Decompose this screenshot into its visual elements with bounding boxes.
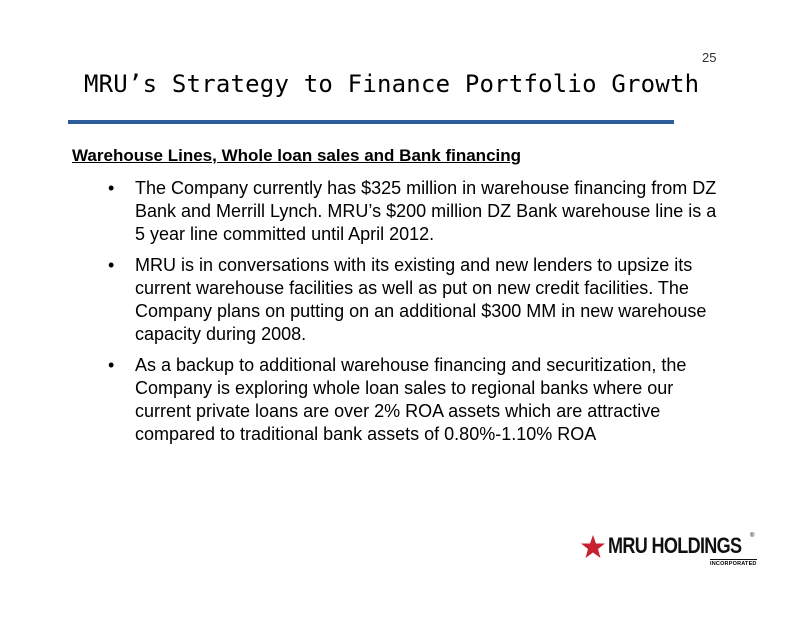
logo-subtitle: INCORPORATED	[710, 561, 757, 567]
bullet-text: MRU is in conversations with its existing and new lenders to upsize its current warehouse facilities as well as put on new credit facilities. The Company plans on putting on an additional $300 MM in new warehouse capacity during 2008.	[135, 255, 707, 344]
bullet-item	[108, 254, 718, 346]
bullet-icon: •	[108, 355, 115, 375]
bullet-text: As a backup to additional warehouse financing and securitization, the Company is exploring whole loan sales to regional banks where our current private loans are over 2% ROA assets which are attractive compared to traditional bank assets of 0.80%-1.10% ROA	[135, 355, 687, 444]
company-logo	[580, 533, 771, 567]
bullet-list	[108, 177, 718, 454]
bullet-item	[108, 354, 718, 446]
bullet-icon: •	[108, 255, 115, 275]
bullet-icon: •	[108, 178, 115, 198]
page-number: 25	[702, 50, 717, 65]
title-divider	[68, 120, 674, 124]
logo-wordmark	[608, 533, 771, 567]
slide-title: MRU’s Strategy to Finance Portfolio Growth	[84, 70, 700, 98]
star-icon	[580, 534, 606, 560]
bullet-text: The Company currently has $325 million in warehouse financing from DZ Bank and Merrill Lynch. MRU’s $200 million DZ Bank warehouse line is a 5 year line committed until April 2012.	[135, 178, 717, 244]
bullet-item	[108, 177, 718, 246]
logo-name: MRU HOLDINGS	[608, 533, 742, 558]
registered-mark: ®	[750, 533, 755, 539]
section-heading: Warehouse Lines, Whole loan sales and Bank financing	[72, 146, 522, 165]
